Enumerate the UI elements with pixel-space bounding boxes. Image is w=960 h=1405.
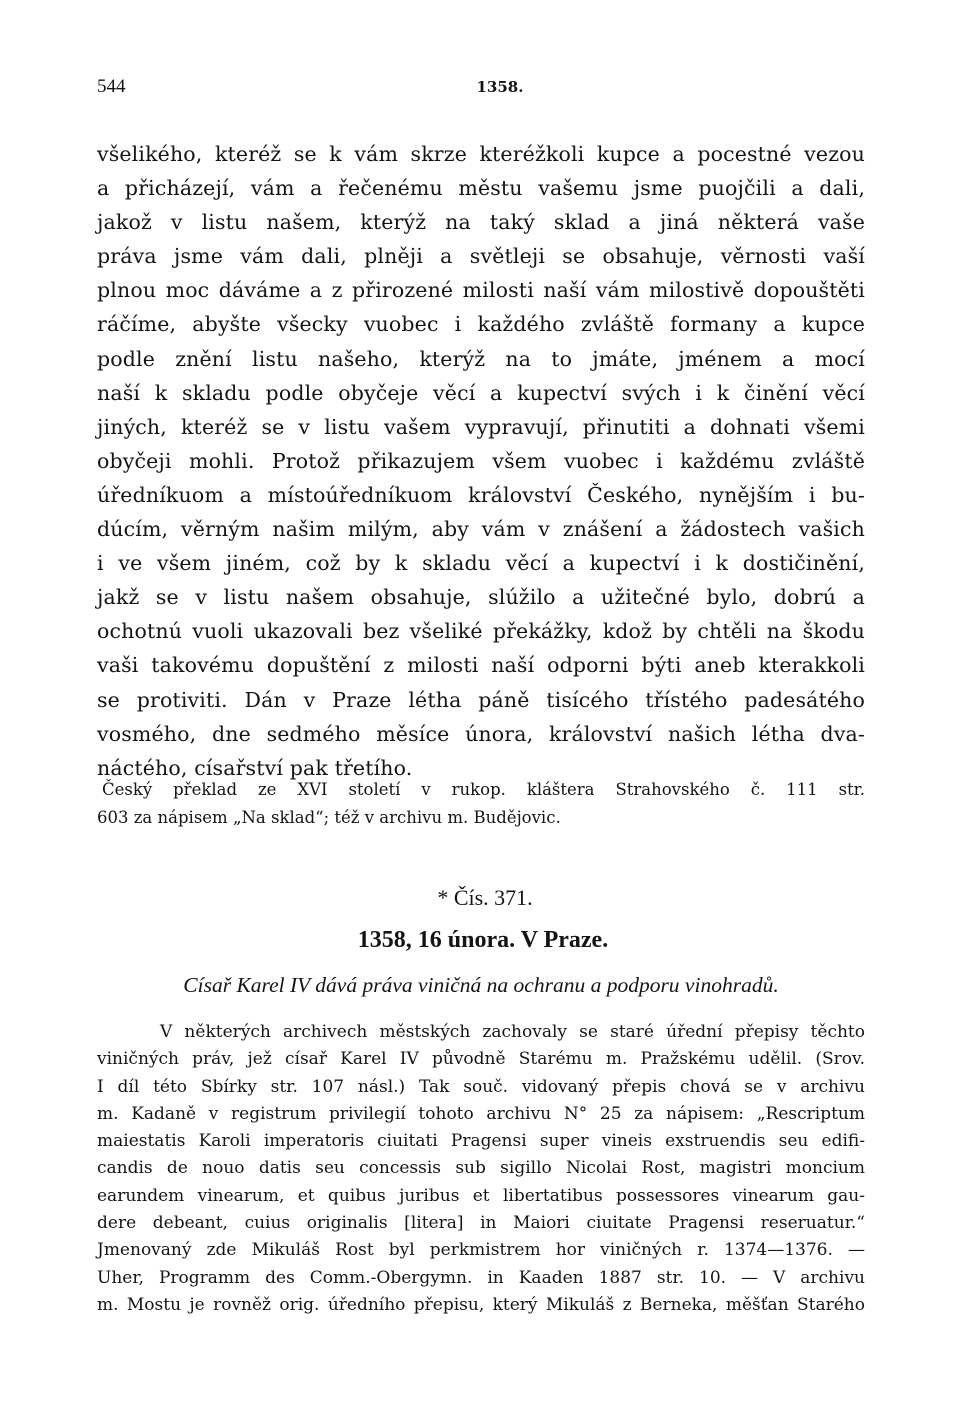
text-line: vaši takovému dopuštění z milosti naší odporni býti aneb kterakkoli bbox=[97, 653, 865, 678]
document-number bbox=[0, 885, 960, 911]
text-line: ráčíme, abyšte všecky vuobec i každého zvláště formany a kupce bbox=[97, 312, 865, 337]
commentary-line: I díl této Sbírky str. 107 násl.) Tak souč. vidovaný přepis chová se v archivu bbox=[97, 1076, 865, 1097]
text-line: i ve všem jiném, což by k skladu věcí a kupectví i k dostičinění, bbox=[97, 551, 865, 576]
commentary-line: Jmenovaný zde Mikuláš Rost byl perkmistrem hor viničných r. 1374—1376. — bbox=[97, 1240, 865, 1261]
text-line: podle znění listu našeho, kterýž na to jmáte, jménem a mocí bbox=[97, 346, 865, 371]
text-line: náctého, císařství pak třetího. bbox=[97, 755, 413, 780]
note-line: Český překlad ze XVI století v rukop. kláštera Strahovského č. 111 str. bbox=[102, 780, 865, 799]
charter-text bbox=[97, 137, 865, 785]
page-header bbox=[97, 76, 863, 104]
commentary-line: dere debeant, cuius originalis [litera] in Maiori ciuitate Pragensi reseruatur.“ bbox=[97, 1213, 865, 1234]
document-title: Císař Karel IV dává práva viničná na ochranu a podporu vinohradů. bbox=[183, 973, 779, 997]
text-line: obyčeji mohli. Protož přikazujem všem vuobec i každému zvláště bbox=[97, 448, 865, 473]
note-line: 603 za nápisem „Na sklad“; též v archivu m. Budějovic. bbox=[97, 808, 561, 827]
text-line: plnou moc dáváme a z přirozené milosti naší vám milostivě dopouštěti bbox=[97, 278, 865, 303]
document-number-text: * Čís. 371. bbox=[437, 885, 533, 910]
source-note bbox=[97, 776, 865, 832]
text-line: všelikého, kteréž se k vám skrze kteréžkoli kupce a pocestné vezou bbox=[97, 142, 865, 166]
text-line: ochotnú vuoli ukazovali bez všeliké překážky, kdož by chtěli na škodu bbox=[97, 619, 865, 644]
commentary-line: earundem vinearum, et quibus juribus et libertatibus possessores vinearum gau- bbox=[97, 1185, 865, 1206]
text-line: úředníkuom a místoúředníkuom království Českého, nynějším i bu- bbox=[97, 482, 865, 507]
page-number: 544 bbox=[97, 76, 126, 97]
text-line: jiných, kteréž se v listu vašem vypravují, přinutiti a dohnati všemi bbox=[97, 414, 865, 439]
text-line: se protiviti. Dán v Praze létha páně tisícého třístého padesátého bbox=[97, 687, 865, 712]
document-date: 1358, 16 února. V Praze. bbox=[357, 927, 609, 953]
commentary bbox=[97, 1019, 865, 1319]
commentary-line: candis de nouo datis seu concessis sub sigillo Nicolai Rost, magistri moncium bbox=[97, 1158, 865, 1179]
text-line: vosmého, dne sedmého měsíce února, království našich létha dva- bbox=[97, 721, 865, 746]
commentary-line: maiestatis Karoli imperatoris ciuitati Pragensi super vineis exstruendis seu edifi- bbox=[97, 1131, 865, 1152]
commentary-line: m. Mostu je rovněž orig. úředního přepisu, který Mikuláš z Berneka, měšťan Starého bbox=[97, 1294, 865, 1315]
commentary-line: Uher, Programm des Comm.-Obergymn. in Kaaden 1887 str. 10. — V archivu bbox=[97, 1267, 865, 1288]
commentary-line: V některých archivech městských zachovaly se staré úřední přepisy těchto bbox=[160, 1022, 865, 1042]
commentary-line: m. Kadaně v registrum privilegií tohoto archivu N° 25 za nápisem: „Rescriptum bbox=[97, 1103, 865, 1124]
text-line: naší k skladu podle obyčeje věcí a kupectví svých i k činění věcí bbox=[97, 380, 865, 405]
text-line: práva jsme vám dali, plněji a světleji se obsahuje, věrnosti vaší bbox=[97, 244, 865, 269]
text-line: a přicházejí, vám a řečenému městu vašemu jsme puojčili a dali, bbox=[97, 176, 865, 201]
text-line: jakž se v listu našem obsahuje, slúžilo a užitečné bylo, dobrú a bbox=[97, 585, 865, 610]
running-head: 1358. bbox=[476, 78, 524, 96]
commentary-line: viničných práv, jež císař Karel IV původně Starému m. Pražskému udělil. (Srov. bbox=[97, 1049, 865, 1070]
text-line: dúcím, věrným našim milým, aby vám v znášení a žádostech vašich bbox=[97, 517, 865, 542]
text-line: jakož v listu našem, kterýž na taký sklad a jiná některá vaše bbox=[97, 210, 865, 235]
